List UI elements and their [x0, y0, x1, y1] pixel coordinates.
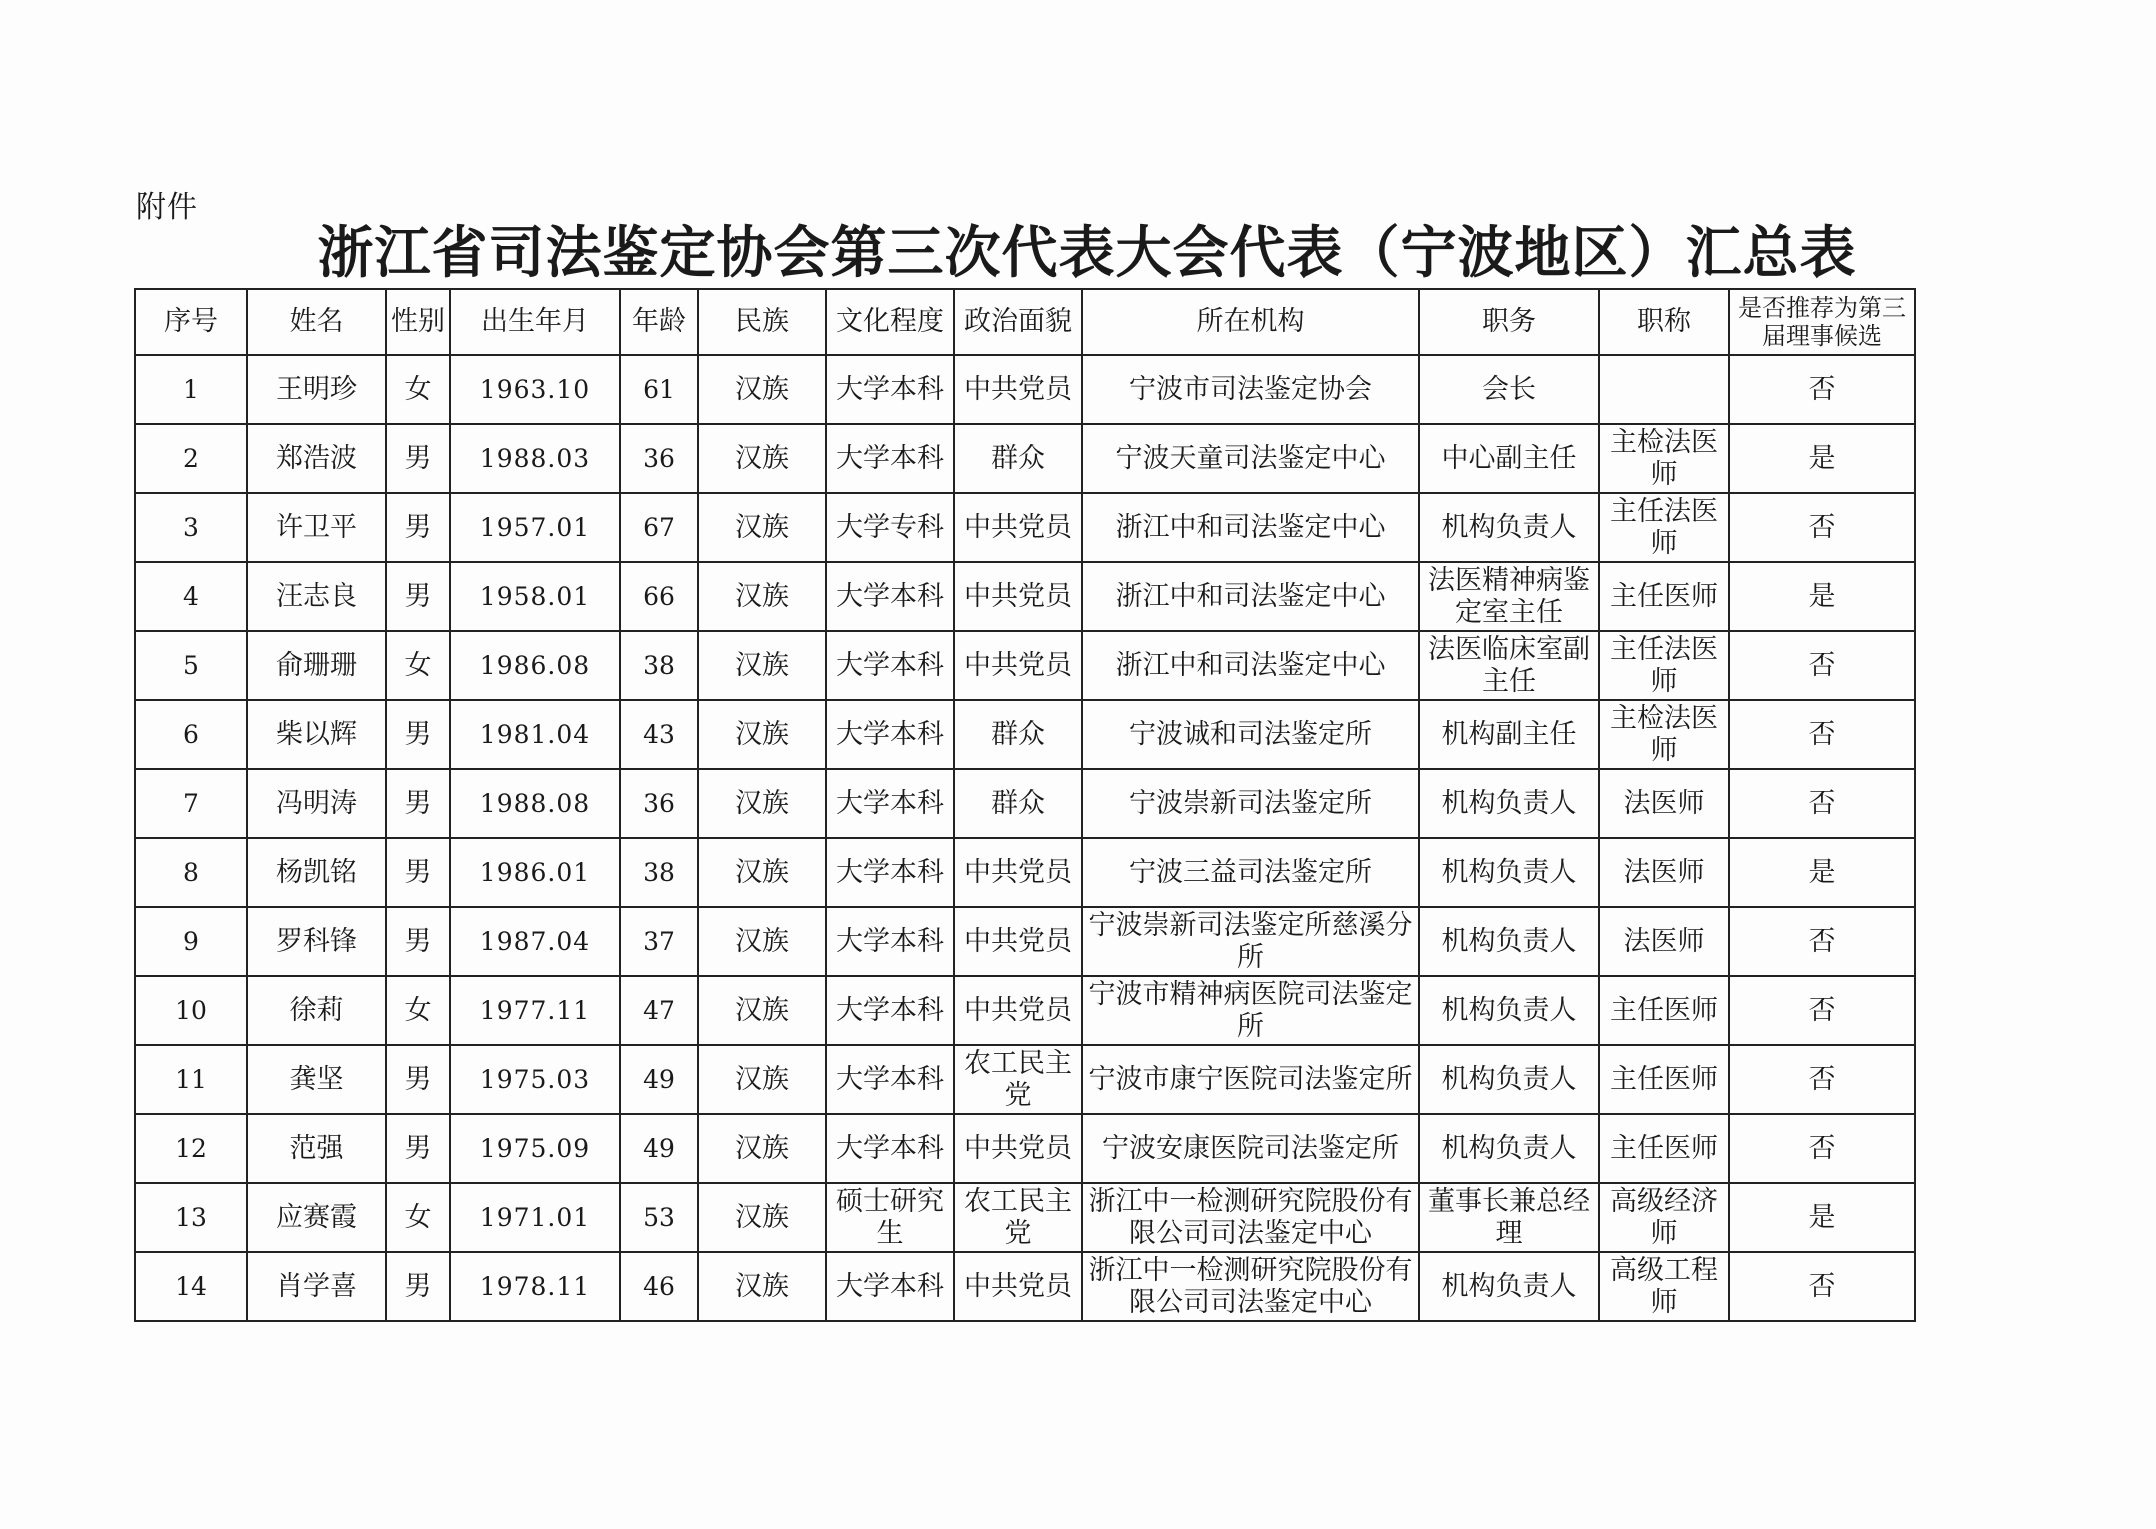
cell-birth: 1987.04 [450, 907, 620, 976]
header-birth: 出生年月 [450, 289, 620, 355]
cell-age: 36 [620, 769, 698, 838]
cell-education: 大学本科 [826, 769, 954, 838]
cell-recommended: 否 [1729, 769, 1915, 838]
cell-name: 罗科锋 [247, 907, 386, 976]
cell-recommended: 是 [1729, 424, 1915, 493]
header-institution: 所在机构 [1082, 289, 1419, 355]
cell-title: 主任医师 [1599, 562, 1729, 631]
cell-position: 法医临床室副主任 [1419, 631, 1599, 700]
cell-name: 肖学喜 [247, 1252, 386, 1321]
table-row [135, 769, 1915, 838]
cell-name: 杨凯铭 [247, 838, 386, 907]
cell-serial: 9 [135, 907, 247, 976]
cell-ethnicity: 汉族 [698, 424, 826, 493]
header-education: 文化程度 [826, 289, 954, 355]
cell-institution: 宁波市司法鉴定协会 [1082, 355, 1419, 424]
cell-education: 大学本科 [826, 1114, 954, 1183]
cell-age: 61 [620, 355, 698, 424]
header-name: 姓名 [247, 289, 386, 355]
cell-political-status: 中共党员 [954, 1114, 1082, 1183]
table-row [135, 493, 1915, 562]
cell-political-status: 群众 [954, 424, 1082, 493]
cell-institution: 浙江中一检测研究院股份有限公司司法鉴定中心 [1082, 1183, 1419, 1252]
cell-recommended: 否 [1729, 1114, 1915, 1183]
cell-name: 许卫平 [247, 493, 386, 562]
cell-ethnicity: 汉族 [698, 562, 826, 631]
header-recommended: 是否推荐为第三届理事候选 [1729, 289, 1915, 355]
cell-education: 大学本科 [826, 355, 954, 424]
table-header-row [135, 289, 1915, 355]
cell-education: 大学本科 [826, 976, 954, 1045]
cell-age: 46 [620, 1252, 698, 1321]
cell-birth: 1957.01 [450, 493, 620, 562]
cell-age: 53 [620, 1183, 698, 1252]
cell-institution: 浙江中一检测研究院股份有限公司司法鉴定中心 [1082, 1252, 1419, 1321]
cell-recommended: 否 [1729, 631, 1915, 700]
cell-recommended: 否 [1729, 355, 1915, 424]
cell-political-status: 中共党员 [954, 562, 1082, 631]
cell-title: 法医师 [1599, 838, 1729, 907]
cell-serial: 4 [135, 562, 247, 631]
cell-position: 会长 [1419, 355, 1599, 424]
cell-institution: 宁波崇新司法鉴定所 [1082, 769, 1419, 838]
cell-title: 主检法医师 [1599, 700, 1729, 769]
attachment-label: 附件 [136, 190, 198, 225]
cell-name: 冯明涛 [247, 769, 386, 838]
header-age: 年龄 [620, 289, 698, 355]
cell-serial: 1 [135, 355, 247, 424]
cell-ethnicity: 汉族 [698, 355, 826, 424]
cell-education: 大学本科 [826, 1045, 954, 1114]
cell-institution: 宁波诚和司法鉴定所 [1082, 700, 1419, 769]
table-row [135, 838, 1915, 907]
cell-serial: 12 [135, 1114, 247, 1183]
cell-education: 大学本科 [826, 424, 954, 493]
cell-institution: 浙江中和司法鉴定中心 [1082, 493, 1419, 562]
cell-gender: 男 [386, 769, 450, 838]
cell-serial: 7 [135, 769, 247, 838]
cell-position: 法医精神病鉴定室主任 [1419, 562, 1599, 631]
cell-serial: 11 [135, 1045, 247, 1114]
cell-gender: 男 [386, 1252, 450, 1321]
cell-ethnicity: 汉族 [698, 907, 826, 976]
cell-title: 主任医师 [1599, 976, 1729, 1045]
cell-ethnicity: 汉族 [698, 1045, 826, 1114]
cell-recommended: 是 [1729, 562, 1915, 631]
cell-age: 67 [620, 493, 698, 562]
table-body [135, 355, 1915, 1321]
cell-gender: 男 [386, 1045, 450, 1114]
table-row [135, 1045, 1915, 1114]
cell-title: 高级工程师 [1599, 1252, 1729, 1321]
cell-serial: 6 [135, 700, 247, 769]
cell-birth: 1986.08 [450, 631, 620, 700]
cell-gender: 女 [386, 355, 450, 424]
cell-position: 机构负责人 [1419, 493, 1599, 562]
cell-birth: 1963.10 [450, 355, 620, 424]
header-serial: 序号 [135, 289, 247, 355]
cell-title: 主任法医师 [1599, 631, 1729, 700]
cell-title: 法医师 [1599, 769, 1729, 838]
cell-gender: 男 [386, 838, 450, 907]
cell-serial: 5 [135, 631, 247, 700]
cell-institution: 宁波安康医院司法鉴定所 [1082, 1114, 1419, 1183]
cell-position: 机构负责人 [1419, 769, 1599, 838]
table-row [135, 631, 1915, 700]
cell-recommended: 是 [1729, 838, 1915, 907]
table-row [135, 976, 1915, 1045]
cell-education: 大学本科 [826, 838, 954, 907]
table-row [135, 355, 1915, 424]
cell-ethnicity: 汉族 [698, 1252, 826, 1321]
cell-birth: 1988.08 [450, 769, 620, 838]
cell-education: 硕士研究生 [826, 1183, 954, 1252]
cell-age: 47 [620, 976, 698, 1045]
cell-name: 汪志良 [247, 562, 386, 631]
cell-political-status: 中共党员 [954, 1252, 1082, 1321]
cell-position: 董事长兼总经理 [1419, 1183, 1599, 1252]
cell-ethnicity: 汉族 [698, 1183, 826, 1252]
cell-gender: 女 [386, 1183, 450, 1252]
cell-serial: 3 [135, 493, 247, 562]
cell-age: 36 [620, 424, 698, 493]
cell-serial: 13 [135, 1183, 247, 1252]
cell-education: 大学专科 [826, 493, 954, 562]
header-gender: 性别 [386, 289, 450, 355]
document-title: 浙江省司法鉴定协会第三次代表大会代表（宁波地区）汇总表 [317, 221, 1857, 286]
cell-political-status: 中共党员 [954, 976, 1082, 1045]
cell-position: 机构副主任 [1419, 700, 1599, 769]
cell-age: 38 [620, 838, 698, 907]
cell-ethnicity: 汉族 [698, 631, 826, 700]
cell-age: 43 [620, 700, 698, 769]
cell-birth: 1958.01 [450, 562, 620, 631]
cell-institution: 浙江中和司法鉴定中心 [1082, 631, 1419, 700]
cell-gender: 男 [386, 1114, 450, 1183]
cell-name: 王明珍 [247, 355, 386, 424]
cell-title [1599, 355, 1729, 424]
cell-recommended: 否 [1729, 493, 1915, 562]
cell-title: 主任法医师 [1599, 493, 1729, 562]
cell-age: 49 [620, 1045, 698, 1114]
cell-institution: 宁波天童司法鉴定中心 [1082, 424, 1419, 493]
cell-education: 大学本科 [826, 562, 954, 631]
cell-institution: 浙江中和司法鉴定中心 [1082, 562, 1419, 631]
cell-title: 主任医师 [1599, 1045, 1729, 1114]
table-row [135, 700, 1915, 769]
cell-education: 大学本科 [826, 1252, 954, 1321]
cell-ethnicity: 汉族 [698, 493, 826, 562]
cell-political-status: 群众 [954, 769, 1082, 838]
cell-position: 中心副主任 [1419, 424, 1599, 493]
cell-birth: 1981.04 [450, 700, 620, 769]
cell-gender: 男 [386, 424, 450, 493]
cell-serial: 10 [135, 976, 247, 1045]
cell-name: 龚坚 [247, 1045, 386, 1114]
cell-institution: 宁波崇新司法鉴定所慈溪分所 [1082, 907, 1419, 976]
cell-gender: 男 [386, 907, 450, 976]
cell-name: 徐莉 [247, 976, 386, 1045]
cell-position: 机构负责人 [1419, 1114, 1599, 1183]
cell-position: 机构负责人 [1419, 1045, 1599, 1114]
cell-education: 大学本科 [826, 700, 954, 769]
cell-political-status: 群众 [954, 700, 1082, 769]
cell-name: 柴以辉 [247, 700, 386, 769]
cell-title: 法医师 [1599, 907, 1729, 976]
cell-recommended: 否 [1729, 700, 1915, 769]
cell-political-status: 农工民主党 [954, 1045, 1082, 1114]
cell-age: 49 [620, 1114, 698, 1183]
cell-institution: 宁波三益司法鉴定所 [1082, 838, 1419, 907]
cell-ethnicity: 汉族 [698, 976, 826, 1045]
cell-institution: 宁波市康宁医院司法鉴定所 [1082, 1045, 1419, 1114]
table-row [135, 907, 1915, 976]
cell-name: 俞珊珊 [247, 631, 386, 700]
table-row [135, 424, 1915, 493]
table-row [135, 562, 1915, 631]
cell-name: 应赛霞 [247, 1183, 386, 1252]
cell-position: 机构负责人 [1419, 976, 1599, 1045]
cell-birth: 1986.01 [450, 838, 620, 907]
cell-institution: 宁波市精神病医院司法鉴定所 [1082, 976, 1419, 1045]
cell-name: 范强 [247, 1114, 386, 1183]
table-row [135, 1252, 1915, 1321]
cell-ethnicity: 汉族 [698, 838, 826, 907]
cell-gender: 男 [386, 493, 450, 562]
cell-birth: 1977.11 [450, 976, 620, 1045]
cell-ethnicity: 汉族 [698, 769, 826, 838]
table-row [135, 1114, 1915, 1183]
cell-title: 主检法医师 [1599, 424, 1729, 493]
cell-serial: 14 [135, 1252, 247, 1321]
cell-political-status: 中共党员 [954, 493, 1082, 562]
cell-political-status: 中共党员 [954, 355, 1082, 424]
cell-birth: 1975.09 [450, 1114, 620, 1183]
cell-ethnicity: 汉族 [698, 1114, 826, 1183]
cell-birth: 1978.11 [450, 1252, 620, 1321]
cell-recommended: 否 [1729, 907, 1915, 976]
cell-gender: 男 [386, 562, 450, 631]
header-ethnicity: 民族 [698, 289, 826, 355]
cell-birth: 1988.03 [450, 424, 620, 493]
cell-age: 66 [620, 562, 698, 631]
cell-serial: 2 [135, 424, 247, 493]
cell-birth: 1975.03 [450, 1045, 620, 1114]
cell-political-status: 中共党员 [954, 907, 1082, 976]
cell-recommended: 否 [1729, 1045, 1915, 1114]
cell-position: 机构负责人 [1419, 907, 1599, 976]
cell-recommended: 否 [1729, 1252, 1915, 1321]
cell-education: 大学本科 [826, 631, 954, 700]
cell-gender: 女 [386, 631, 450, 700]
cell-recommended: 是 [1729, 1183, 1915, 1252]
cell-name: 郑浩波 [247, 424, 386, 493]
header-position: 职务 [1419, 289, 1599, 355]
cell-political-status: 中共党员 [954, 838, 1082, 907]
cell-ethnicity: 汉族 [698, 700, 826, 769]
cell-political-status: 农工民主党 [954, 1183, 1082, 1252]
header-title: 职称 [1599, 289, 1729, 355]
cell-serial: 8 [135, 838, 247, 907]
cell-recommended: 否 [1729, 976, 1915, 1045]
cell-gender: 女 [386, 976, 450, 1045]
cell-political-status: 中共党员 [954, 631, 1082, 700]
cell-education: 大学本科 [826, 907, 954, 976]
cell-birth: 1971.01 [450, 1183, 620, 1252]
delegate-table [134, 288, 1916, 1322]
cell-age: 37 [620, 907, 698, 976]
cell-title: 高级经济师 [1599, 1183, 1729, 1252]
cell-gender: 男 [386, 700, 450, 769]
header-political-status: 政治面貌 [954, 289, 1082, 355]
cell-position: 机构负责人 [1419, 838, 1599, 907]
cell-age: 38 [620, 631, 698, 700]
table-row [135, 1183, 1915, 1252]
cell-title: 主任医师 [1599, 1114, 1729, 1183]
cell-position: 机构负责人 [1419, 1252, 1599, 1321]
